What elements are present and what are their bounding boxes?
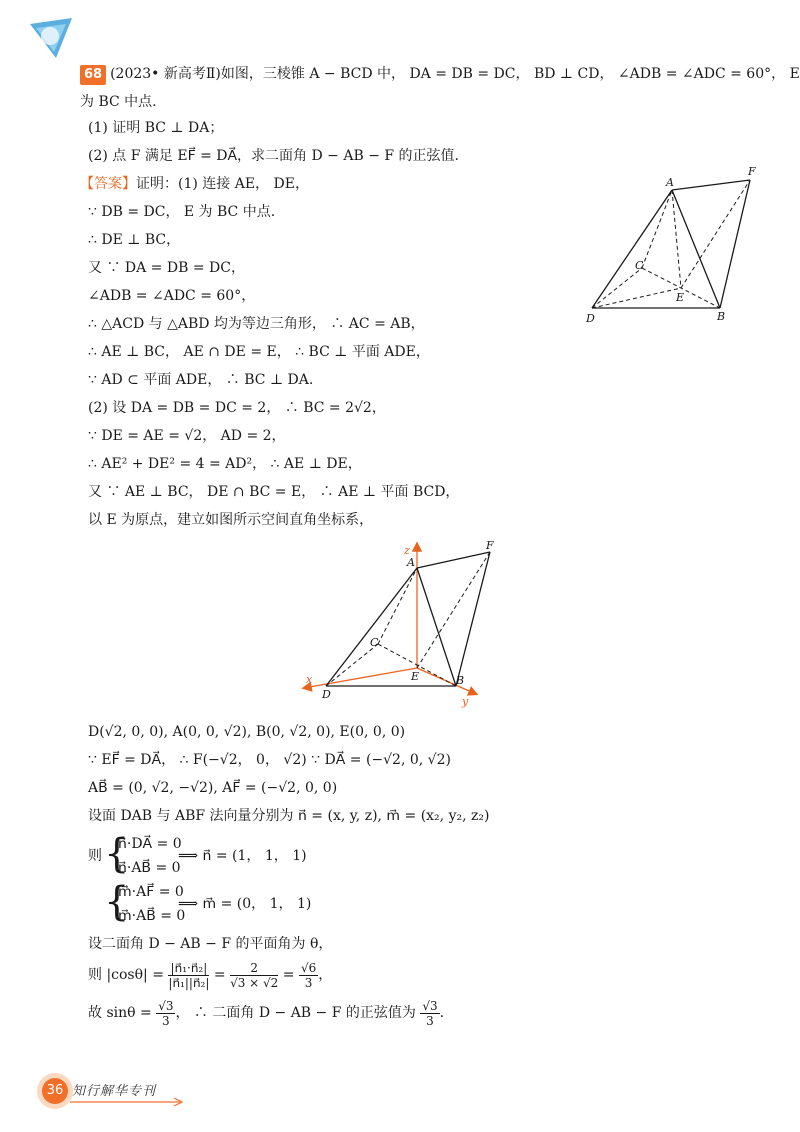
fig2-label-D: D <box>322 688 331 701</box>
problem-part2: (2) 点 F 满足 EF⃗ = DA⃗，求二面角 D − AB − F 的正弦值. <box>88 148 459 164</box>
cos-frac1-den: |n⃗₁||n⃗₂| <box>168 975 210 990</box>
system1-brace: { <box>104 831 130 877</box>
label-A: A <box>666 176 674 189</box>
sin-num2: √3 <box>422 998 438 1013</box>
system2-brace: { <box>104 879 130 925</box>
label-B: B <box>717 310 726 323</box>
axis-label-x: x <box>306 673 313 686</box>
cos-frac2-den: √3 × √2 <box>230 975 279 990</box>
problem-source: (2023• 新高考Ⅱ) <box>110 66 221 82</box>
system1-eq2: n⃗·AB⃗ = 0 <box>118 860 181 876</box>
fig2-label-E: E <box>411 670 420 683</box>
answer-line-11: 又 ∵ AE ⊥ BC， DE ∩ BC = E， ∴ AE ⊥ 平面 BCD， <box>88 484 460 500</box>
problem-stem-line2: 为 BC 中点. <box>80 94 157 110</box>
cos-frac2-num: 2 <box>230 961 278 976</box>
answer-text-0: 证明：(1) 连接 AE， DE， <box>136 176 309 192</box>
tetrahedron-figure <box>580 160 770 325</box>
edge-FB <box>720 180 750 308</box>
coord-line-1: ∵ EF⃗ = DA⃗， ∴ F(−√2， 0， √2) ∵ DA⃗ = (−√2, 0, √2) <box>88 752 451 768</box>
axis-label-z: z <box>404 544 410 557</box>
problem-number-badge: 68 <box>80 65 106 85</box>
system1-prefix: 则 <box>88 848 102 864</box>
problem-stem-text: 如图，三棱锥 A − BCD 中， DA = DB = DC， BD ⊥ CD， ∠ADB = ∠ADC = 60°， E <box>220 66 800 82</box>
answer-line-5: ∴ △ACD 与 △ABD 均为等边三角形， ∴ AC = AB， <box>88 316 425 332</box>
problem-stem-line1 <box>80 64 800 85</box>
answer-line-7: ∵ AD ⊂ 平面 ADE， ∴ BC ⊥ DA. <box>88 372 314 388</box>
cos-line <box>88 958 332 992</box>
sin-frac <box>156 999 175 1028</box>
cos-frac3 <box>299 961 318 990</box>
answer-line-9: ∵ DE = AE = √2， AD = 2， <box>88 428 286 444</box>
system2-eq2: m⃗·AB⃗ = 0 <box>118 908 186 924</box>
sin-num: √3 <box>158 998 174 1013</box>
answer-tag: 【答案】 <box>80 176 136 192</box>
footer-title: 知行解华专刊 <box>72 1084 157 1099</box>
page-number: 36 <box>46 1083 64 1098</box>
answer-line-6: ∴ AE ⊥ BC， AE ∩ DE = E， ∴ BC ⊥ 平面 ADE， <box>88 344 430 360</box>
fig2-label-A: A <box>407 556 415 569</box>
cos-frac3-den: 3 <box>304 975 313 990</box>
cos-frac2 <box>230 961 278 990</box>
fig2-label-B: B <box>456 674 465 687</box>
label-C: C <box>635 259 644 272</box>
sin-end: . <box>439 1005 445 1021</box>
x-axis <box>304 668 420 688</box>
fig2-label-C: C <box>370 636 379 649</box>
sin-prefix: 故 sinθ = <box>88 1005 157 1021</box>
answer-line-8: (2) 设 DA = DB = DC = 2， ∴ BC = 2√2， <box>88 400 386 416</box>
axis-label-y: y <box>462 695 469 708</box>
sin-den2: 3 <box>426 1013 434 1028</box>
cos-frac1-num: |n⃗₁·n⃗₂| <box>168 961 209 976</box>
edge-DE <box>592 288 681 308</box>
coord-line-2: AB⃗ = (0, √2, −√2), AF⃗ = (−√2, 0, 0) <box>88 780 338 796</box>
sin-frac2 <box>420 999 439 1028</box>
cos-prefix: 则 |cosθ| = <box>88 967 169 983</box>
answer-line-2: ∴ DE ⊥ BC， <box>88 232 181 248</box>
system2-eq1: m⃗·AF⃗ = 0 <box>118 884 184 900</box>
label-F: F <box>748 165 756 178</box>
sin-mid: ， ∴ 二面角 D − AB − F 的正弦值为 <box>175 1005 421 1021</box>
sin-den: 3 <box>162 1013 170 1028</box>
edge-DA <box>592 190 672 308</box>
coord-line-3: 设面 DAB 与 ABF 法向量分别为 n⃗ = (x, y, z), m⃗ = (x₂, y₂, z₂) <box>88 808 490 824</box>
edge-CA <box>642 190 672 268</box>
system1-result: ⟹ n⃗ = (1， 1， 1) <box>178 848 307 864</box>
edge-EF <box>681 180 750 288</box>
edge-DC <box>592 268 642 308</box>
answer-line-1: ∵ DB = DC， E 为 BC 中点. <box>88 204 276 220</box>
publisher-logo-icon <box>26 14 76 62</box>
problem-part1: (1) 证明 BC ⊥ DA； <box>88 120 224 136</box>
cos-frac3-num: √6 <box>300 960 317 975</box>
cos-eq2: = <box>278 967 299 983</box>
sin-line <box>88 996 444 1030</box>
system2-result: ⟹ m⃗ = (0， 1， 1) <box>178 896 312 912</box>
fig2-label-F: F <box>486 539 494 552</box>
answer-line-3: 又 ∵ DA = DB = DC， <box>88 260 245 276</box>
answer-line-10: ∴ AE² + DE² = 4 = AD²， ∴ AE ⊥ DE， <box>88 456 362 472</box>
answer-line-4: ∠ADB = ∠ADC = 60°， <box>88 288 256 304</box>
edge-AE <box>672 190 681 288</box>
answer-line-12: 以 E 为原点，建立如图所示空间直角坐标系， <box>88 512 374 528</box>
system1-eq1: n⃗·DA⃗ = 0 <box>118 836 182 852</box>
label-E: E <box>676 291 685 304</box>
edge-AF <box>672 180 750 190</box>
cos-tail: ， <box>318 967 333 983</box>
coordinate-figure <box>296 538 506 710</box>
cos-frac1 <box>168 961 209 990</box>
angle-line: 设二面角 D − AB − F 的平面角为 θ， <box>88 936 333 952</box>
coord-line-0: D(√2, 0, 0), A(0, 0, √2), B(0, √2, 0), E(0, 0, 0) <box>88 724 406 740</box>
answer-line-0 <box>80 174 309 194</box>
label-D: D <box>586 312 595 325</box>
cos-eq1: = <box>209 967 231 983</box>
